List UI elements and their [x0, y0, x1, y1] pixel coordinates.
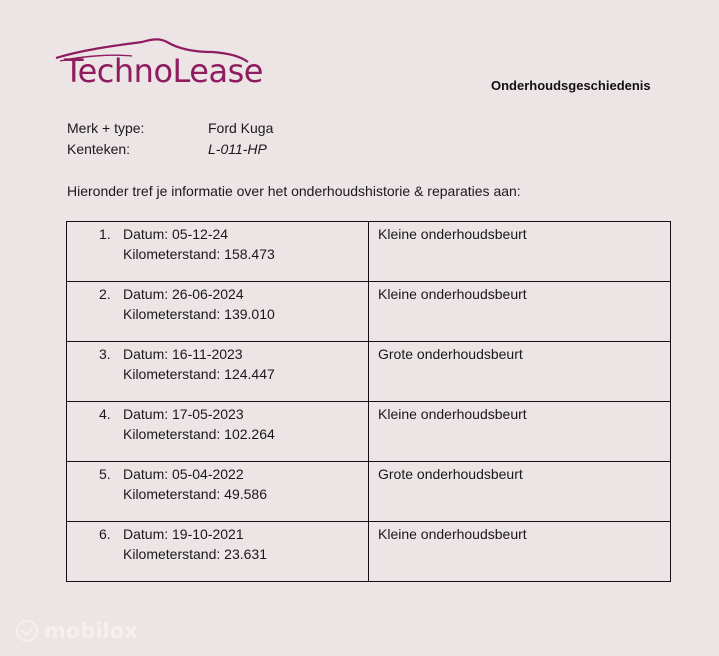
make-type-label: Merk + type:: [67, 120, 145, 136]
mobilox-watermark: [16, 619, 138, 643]
entry-mileage: Kilometerstand: 49.586: [123, 486, 267, 502]
document-title: Onderhoudsgeschiedenis: [491, 78, 651, 93]
entry-number: 5.: [99, 466, 111, 482]
entry-date: Datum: 17-05-2023: [123, 406, 244, 422]
entry-service: Kleine onderhoudsbeurt: [369, 522, 671, 582]
entry-number: 6.: [99, 526, 111, 542]
entry-number: 2.: [99, 286, 111, 302]
entry-details: [67, 342, 369, 402]
entry-mileage: Kilometerstand: 158.473: [123, 246, 275, 262]
table-row: [67, 402, 671, 462]
entry-date: Datum: 05-12-24: [123, 226, 229, 242]
logo-text: TechnoLease: [64, 52, 263, 90]
entry-details: [67, 522, 369, 582]
maintenance-history-table: [66, 221, 671, 582]
entry-service: Grote onderhoudsbeurt: [369, 462, 671, 522]
entry-details: [67, 222, 369, 282]
technolease-logo: [52, 34, 263, 94]
entry-details: [67, 462, 369, 522]
entry-details: [67, 282, 369, 342]
entry-mileage: Kilometerstand: 124.447: [123, 366, 275, 382]
entry-number: 4.: [99, 406, 111, 422]
entry-date: Datum: 16-11-2023: [123, 346, 243, 362]
table-row: [67, 222, 671, 282]
vehicle-info: [67, 120, 273, 162]
entry-date: Datum: 26-06-2024: [123, 286, 244, 302]
table-row: [67, 342, 671, 402]
table-row: [67, 282, 671, 342]
table-row: [67, 462, 671, 522]
intro-text: Hieronder tref je informatie over het onderhoudshistorie & reparaties aan:: [67, 183, 521, 199]
entry-service: Kleine onderhoudsbeurt: [369, 282, 671, 342]
plate-value: L-011-HP: [208, 141, 267, 157]
entry-mileage: Kilometerstand: 23.631: [123, 546, 267, 562]
entry-mileage: Kilometerstand: 102.264: [123, 426, 275, 442]
table-row: [67, 522, 671, 582]
entry-service: Grote onderhoudsbeurt: [369, 342, 671, 402]
watermark-text: mobilox: [44, 619, 138, 643]
plate-row: [67, 141, 273, 162]
mobilox-check-icon: [16, 620, 38, 642]
entry-date: Datum: 05-04-2022: [123, 466, 244, 482]
entry-number: 3.: [99, 346, 111, 362]
make-type-value: Ford Kuga: [208, 120, 274, 136]
entry-number: 1.: [99, 226, 111, 242]
plate-label: Kenteken:: [67, 141, 131, 157]
entry-details: [67, 402, 369, 462]
entry-service: Kleine onderhoudsbeurt: [369, 402, 671, 462]
entry-service: Kleine onderhoudsbeurt: [369, 222, 671, 282]
entry-mileage: Kilometerstand: 139.010: [123, 306, 275, 322]
entry-date: Datum: 19-10-2021: [123, 526, 244, 542]
make-type-row: [67, 120, 273, 141]
